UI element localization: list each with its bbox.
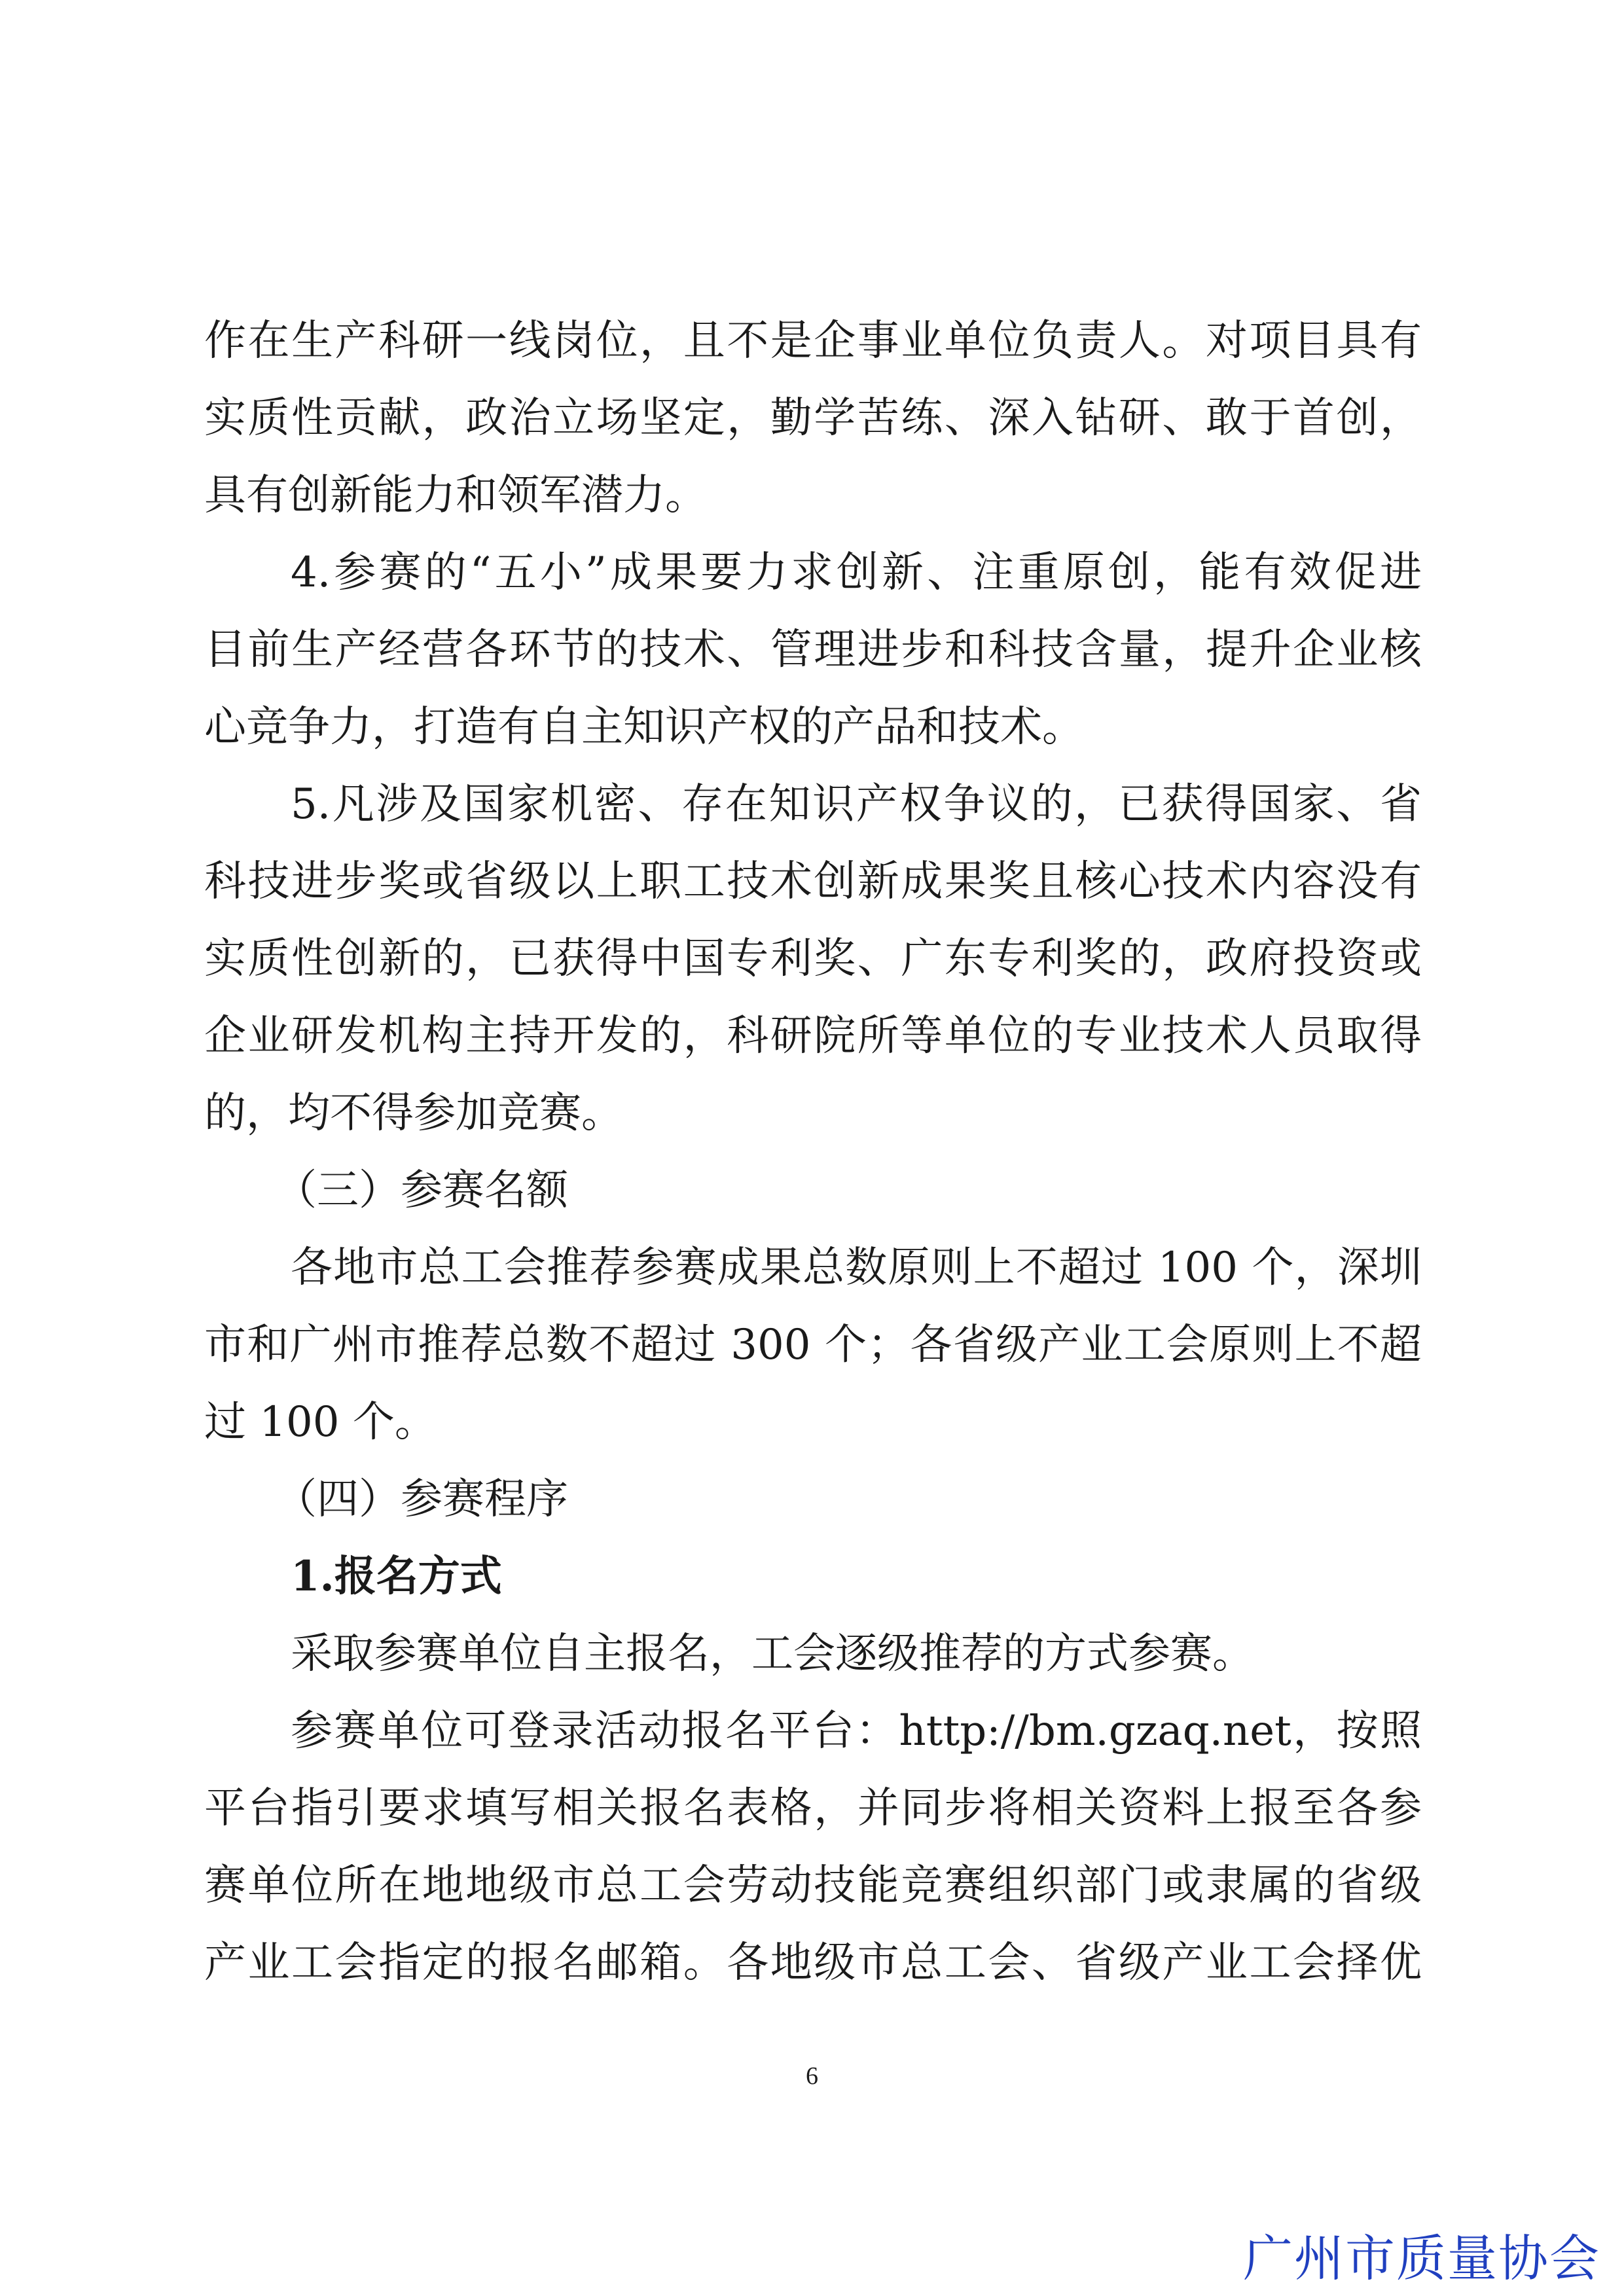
paragraph-line: 过 100 个。 — [204, 1398, 437, 1446]
paragraph-line: 作在生产科研一线岗位，且不是企事业单位负责人。对项目具有 — [204, 317, 1422, 365]
section-heading-3: （三）参赛名额 — [275, 1166, 568, 1215]
paragraph-line: 5.凡涉及国家机密、存在知识产权争议的，已获得国家、省 — [291, 780, 1422, 829]
section-heading-4: （四）参赛程序 — [275, 1475, 568, 1524]
paragraph-line: 目前生产经营各环节的技术、管理进步和科技含量，提升企业核 — [204, 626, 1422, 674]
paragraph-line: 的，均不得参加竞赛。 — [204, 1089, 623, 1138]
paragraph-line: 4.参赛的“五小”成果要力求创新、注重原创，能有效促进 — [291, 548, 1422, 597]
paragraph-line: 参赛单位可登录活动报名平台：http://bm.gzaq.net，按照 — [291, 1707, 1422, 1755]
paragraph-line: 市和广州市推荐总数不超过 300 个；各省级产业工会原则上不超 — [204, 1321, 1422, 1369]
subsection-heading: 1.报名方式 — [291, 1552, 502, 1601]
paragraph-line: 企业研发机构主持开发的，科研院所等单位的专业技术人员取得 — [204, 1012, 1422, 1060]
paragraph-line: 实质性创新的，已获得中国专利奖、广东专利奖的，政府投资或 — [204, 935, 1422, 983]
paragraph-line: 平台指引要求填写相关报名表格，并同步将相关资料上报至各参 — [204, 1784, 1422, 1833]
paragraph-line: 心竞争力，打造有自主知识产权的产品和技术。 — [204, 703, 1084, 751]
paragraph-line: 采取参赛单位自主报名，工会逐级推荐的方式参赛。 — [291, 1630, 1254, 1678]
page-number: 6 — [806, 2062, 818, 2090]
paragraph-line: 产业工会指定的报名邮箱。各地级市总工会、省级产业工会择优 — [204, 1939, 1422, 1987]
paragraph-line: 各地市总工会推荐参赛成果总数原则上不超过 100 个，深圳 — [291, 1244, 1422, 1292]
watermark-text: 广州市质量协会 — [1243, 2229, 1600, 2287]
paragraph-line: 实质性贡献，政治立场坚定，勤学苦练、深入钻研、敢于首创， — [204, 394, 1422, 442]
paragraph-line: 具有创新能力和领军潜力。 — [204, 471, 707, 520]
paragraph-line: 赛单位所在地地级市总工会劳动技能竞赛组织部门或隶属的省级 — [204, 1861, 1422, 1910]
paragraph-line: 科技进步奖或省级以上职工技术创新成果奖且核心技术内容没有 — [204, 857, 1422, 906]
